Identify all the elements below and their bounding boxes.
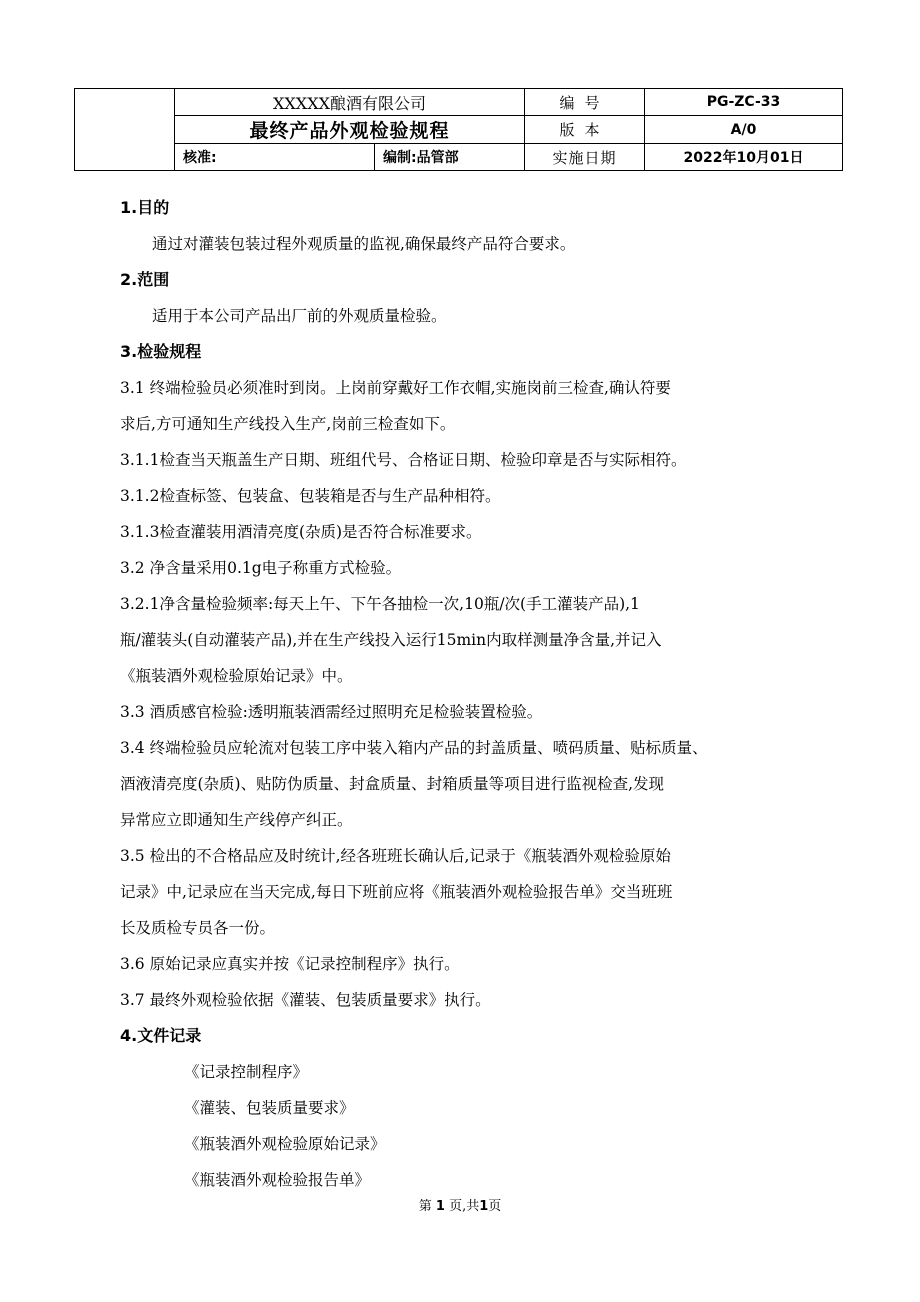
paragraph: 瓶/灌装头(自动灌装产品),并在生产线投入运行15min内取样测量净含量,并记入: [120, 631, 662, 649]
paragraph: 通过对灌装包装过程外观质量的监视,确保最终产品符合要求。: [152, 235, 576, 253]
paragraph: 3.3 酒质感官检验:透明瓶装酒需经过照明充足检验装置检验。: [120, 703, 543, 721]
prepared-by: 编制:品管部: [375, 144, 525, 171]
record-item: 《瓶装酒外观检验报告单》: [184, 1171, 371, 1189]
paragraph: 适用于本公司产品出厂前的外观质量检验。: [152, 307, 447, 325]
paragraph: 《瓶装酒外观检验原始记录》中。: [120, 667, 353, 685]
paragraph: 长及质检专员各一份。: [120, 919, 276, 937]
paragraph: 3.5 检出的不合格品应及时统计,经各班班长确认后,记录于《瓶装酒外观检验原始: [120, 847, 671, 865]
code-label: 编号: [525, 89, 645, 116]
page-number: 1: [435, 1199, 445, 1214]
paragraph: 酒液清亮度(杂质)、贴防伪质量、封盒质量、封箱质量等项目进行监视检查,发现: [120, 775, 665, 793]
document-header-table: [74, 88, 843, 171]
section-heading: 2.范围: [120, 270, 170, 289]
page-prefix: 第: [418, 1199, 432, 1214]
paragraph: 3.6 原始记录应真实并按《记录控制程序》执行。: [120, 955, 460, 973]
record-item: 《记录控制程序》: [184, 1063, 309, 1081]
page-footer: [0, 1197, 920, 1217]
record-item: 《灌装、包装质量要求》: [184, 1099, 355, 1117]
paragraph: 记录》中,记录应在当天完成,每日下班前应将《瓶装酒外观检验报告单》交当班班: [120, 883, 673, 901]
paragraph: 3.2 净含量采用0.1g电子称重方式检验。: [120, 559, 402, 577]
paragraph: 3.2.1净含量检验频率:每天上午、下午各抽检一次,10瓶/次(手工灌装产品),1: [120, 595, 640, 613]
paragraph: 求后,方可通知生产线投入生产,岗前三检查如下。: [120, 415, 456, 433]
paragraph: 3.1 终端检验员必须准时到岗。上岗前穿戴好工作衣帽,实施岗前三检查,确认符要: [120, 379, 671, 397]
code-value: PG-ZC-33: [645, 89, 843, 116]
page-suffix: 页: [488, 1199, 502, 1214]
document-body: [120, 190, 820, 1198]
company-name: XXXXX酿酒有限公司: [175, 89, 525, 116]
paragraph: 3.4 终端检验员应轮流对包装工序中装入箱内产品的封盖质量、喷码质量、贴标质量、: [120, 739, 708, 757]
paragraph: 3.7 最终外观检验依据《灌装、包装质量要求》执行。: [120, 991, 491, 1009]
effective-date-label: 实施日期: [525, 144, 645, 171]
version-value: A/0: [645, 116, 843, 144]
paragraph: 3.1.2检查标签、包装盒、包装箱是否与生产品种相符。: [120, 487, 501, 505]
approve-label: 核准:: [175, 144, 375, 171]
paragraph: 异常应立即通知生产线停产纠正。: [120, 811, 353, 829]
section-heading: 4.文件记录: [120, 1026, 202, 1045]
document-title: 最终产品外观检验规程: [175, 116, 525, 144]
paragraph: 3.1.1检查当天瓶盖生产日期、班组代号、合格证日期、检验印章是否与实际相符。: [120, 451, 687, 469]
logo-cell: [75, 89, 175, 171]
section-heading: 3.检验规程: [120, 342, 202, 361]
effective-date-value: 2022年10月01日: [645, 144, 843, 171]
page-total: 1: [479, 1199, 489, 1214]
record-item: 《瓶装酒外观检验原始记录》: [184, 1135, 386, 1153]
version-label: 版本: [525, 116, 645, 144]
page-mid: 页,共: [449, 1199, 480, 1214]
paragraph: 3.1.3检查灌装用酒清亮度(杂质)是否符合标准要求。: [120, 523, 482, 541]
section-heading: 1.目的: [120, 198, 170, 217]
